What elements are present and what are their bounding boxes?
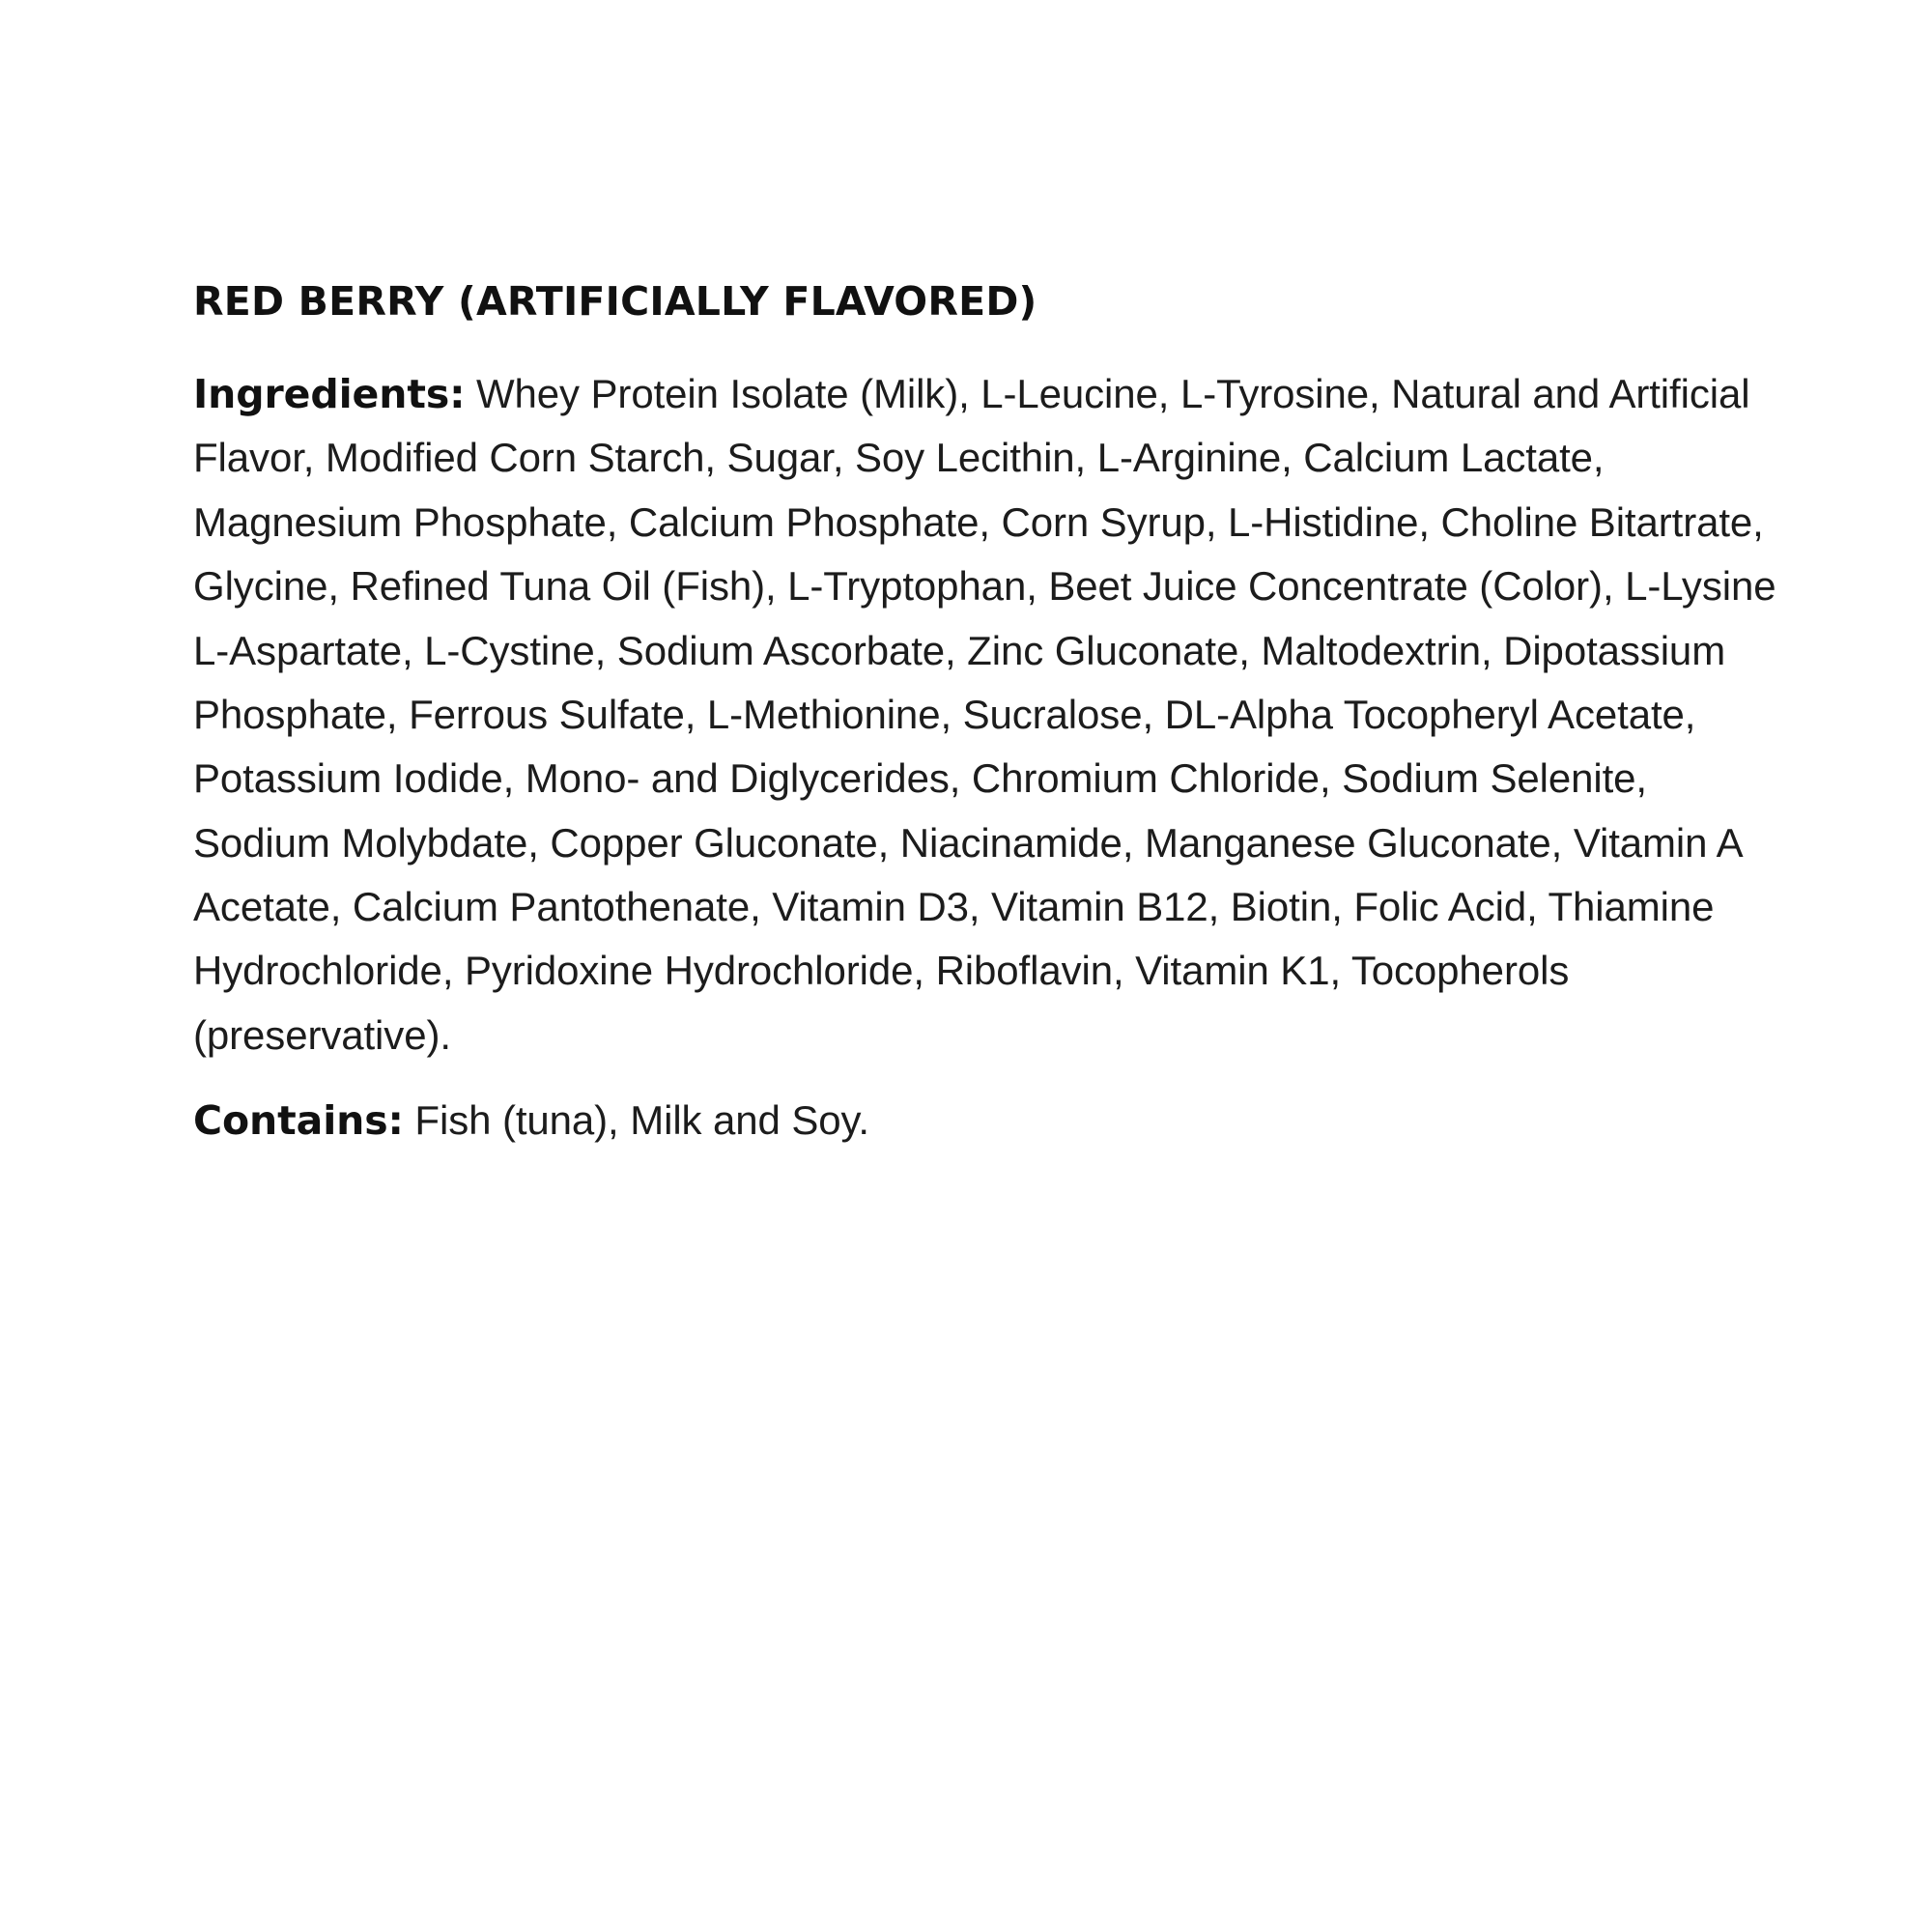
ingredients-label-panel (193, 280, 1777, 1152)
contains-label: Contains: (193, 1097, 404, 1145)
ingredients-paragraph (193, 362, 1777, 1067)
contains-paragraph (193, 1089, 1777, 1152)
page-title: RED BERRY (ARTIFICIALLY FLAVORED) (193, 278, 1037, 325)
ingredients-text: Whey Protein Isolate (Milk), L-Leucine, L-Tyrosine, Natural and Artificial Flavor, Modified Corn Starch, Sugar, Soy Lecithin, L-Arginine, Calcium Lactate, Magnesium Phosphate, Calcium Phosphate, Corn Syrup, L-Histidine, Choline Bitartrate, Glycine, Refined Tuna Oil (Fish), L-Tryptophan, Beet Juice Concentrate (Color), L-Lysine L-Aspartate, L-Cystine, Sodium Ascorbate, Zinc Gluconate, Maltodextrin, Dipotassium Phosphate, Ferrous Sulfate, L-Methionine, Sucralose, DL-Alpha Tocopheryl Acetate, Potassium Iodide, Mono- and Diglycerides, Chromium Chloride, Sodium Selenite, Sodium Molybdate, Copper Gluconate, Niacinamide, Manganese Gluconate, Vitamin A Acetate, Calcium Pantothenate, Vitamin D3, Vitamin B12, Biotin, Folic Acid, Thiamine Hydrochloride, Pyridoxine Hydrochloride, Riboflavin, Vitamin K1, Tocopherols (preservative). (193, 371, 1776, 1058)
contains-text: Fish (tuna), Milk and Soy. (403, 1097, 869, 1144)
ingredients-label: Ingredients: (193, 371, 466, 418)
